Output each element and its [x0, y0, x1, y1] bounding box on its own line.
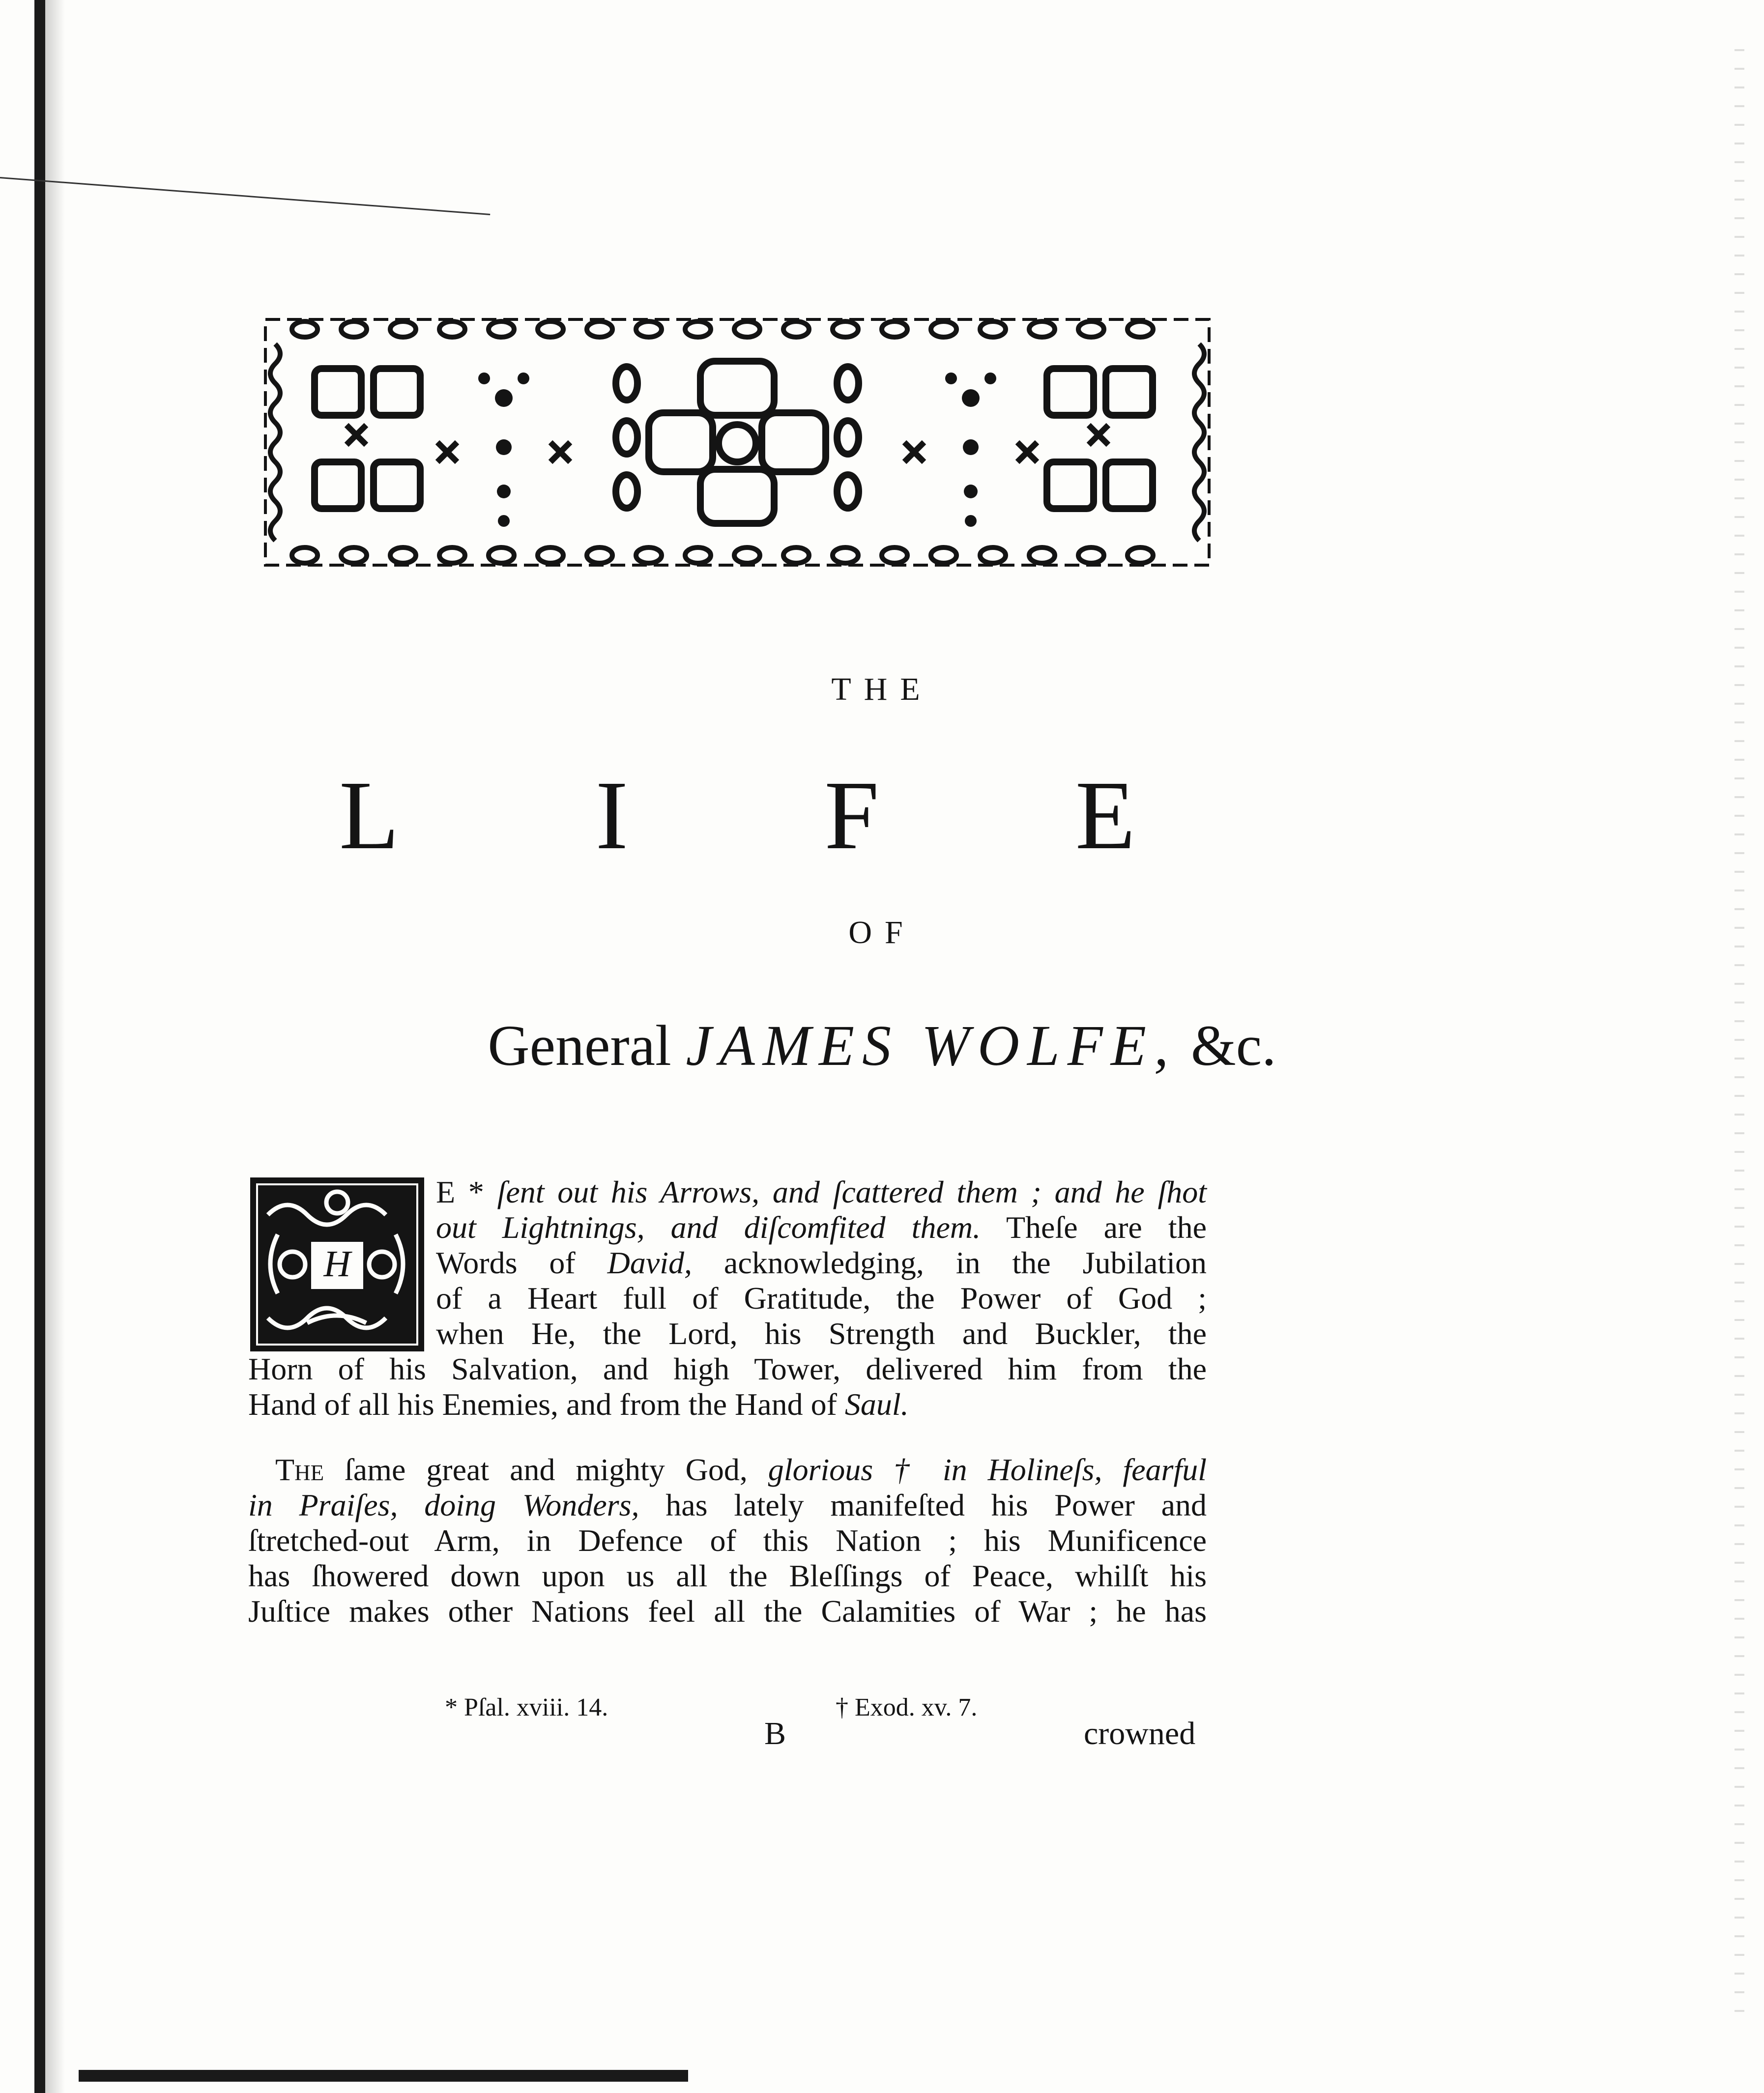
text-line: Words of David, acknowledging, in the Jubilation [436, 1245, 1207, 1280]
signature-mark: B [764, 1716, 786, 1751]
title-life-letter: L [339, 761, 400, 870]
text-line: has ſhowered down upon us all the Bleſſings of Peace, whilſt his [248, 1558, 1207, 1593]
title-life [339, 759, 1135, 872]
text-line: Horn of his Salvation, and high Tower, delivered him from the [248, 1351, 1207, 1386]
text-line: The ſame great and mighty God, glorious † in Holineſs, fearful [275, 1452, 1207, 1487]
text-line: out Lightnings, and diſcomfited them. Theſe are the [436, 1210, 1207, 1245]
footnote-psalm: * Pſal. xviii. 14. [445, 1693, 608, 1721]
drop-cap-letter: H [323, 1243, 351, 1285]
catchword: crowned [1084, 1716, 1196, 1751]
text-line: in Praiſes, doing Wonders, has lately manifeſted his Power and [248, 1488, 1207, 1522]
name-italic: JAMES WOLFE, [686, 1013, 1177, 1078]
title-the: THE [831, 671, 933, 707]
text-line: ſtretched-out Arm, in Defence of this Nation ; his Munificence [248, 1523, 1207, 1558]
text-line: E * ſent out his Arrows, and ſcattered them ; and he ſhot [436, 1175, 1207, 1209]
text-line: when He, the Lord, his Strength and Buckler, the [436, 1316, 1207, 1351]
paragraph-2 [248, 1452, 1207, 1629]
title-life-letter: F [824, 761, 879, 870]
title-of: OF [848, 915, 916, 950]
text-line: of a Heart full of Gratitude, the Power of God ; [436, 1281, 1207, 1316]
title-life-letter: I [595, 761, 629, 870]
title-name [0, 1012, 1764, 1079]
name-prefix: General [488, 1013, 671, 1078]
bottom-bar [79, 2070, 688, 2082]
title-life-letter: E [1075, 761, 1135, 870]
name-suffix: &c. [1190, 1013, 1276, 1078]
text-line: Hand of all his Enemies, and from the Hand of Saul. [248, 1387, 909, 1422]
paragraph-1 [248, 1175, 1207, 1422]
footnote-exodus: † Exod. xv. 7. [836, 1693, 978, 1721]
stray-mark [0, 177, 490, 215]
text-line: Juſtice makes other Nations feel all the Calamities of War ; he has [248, 1594, 1207, 1629]
headpiece-ornament [260, 315, 1214, 570]
